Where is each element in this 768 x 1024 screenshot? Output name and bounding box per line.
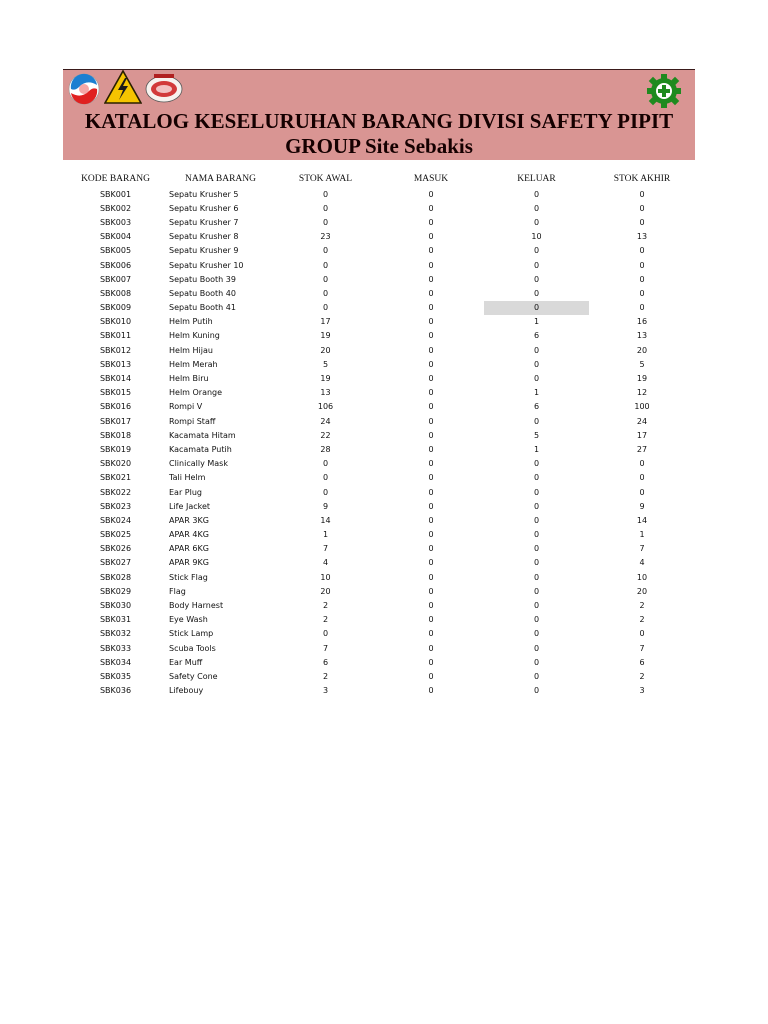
cell-kode-barang[interactable]: SBK009 bbox=[99, 303, 132, 313]
cell-masuk[interactable]: 0 bbox=[428, 473, 434, 483]
table-row bbox=[63, 428, 695, 442]
cell-stok-awal[interactable]: 20 bbox=[320, 345, 331, 355]
cell-nama-barang[interactable]: Helm Orange bbox=[169, 388, 223, 398]
cell-kode-barang[interactable]: SBK018 bbox=[99, 430, 132, 440]
cell-nama-barang[interactable]: Sepatu Krusher 10 bbox=[169, 260, 244, 270]
cell-masuk[interactable]: 0 bbox=[428, 572, 434, 582]
table-row bbox=[63, 215, 695, 229]
cell-keluar[interactable]: 0 bbox=[484, 301, 589, 315]
cell-nama-barang[interactable]: Sepatu Krusher 6 bbox=[169, 203, 239, 213]
cell-nama-barang[interactable]: APAR 6KG bbox=[169, 544, 209, 554]
cell-keluar[interactable]: 0 bbox=[533, 288, 540, 298]
cell-nama-barang[interactable]: Helm Kuning bbox=[169, 331, 220, 341]
cell-kode-barang[interactable]: SBK006 bbox=[99, 260, 132, 270]
page-subtitle: GROUP Site Sebakis bbox=[285, 134, 473, 158]
cell-nama-barang[interactable]: APAR 9KG bbox=[169, 558, 209, 568]
cell-stok-awal[interactable]: 19 bbox=[320, 374, 331, 384]
cell-stok-akhir[interactable]: 100 bbox=[634, 402, 650, 412]
cell-stok-awal[interactable]: 1 bbox=[322, 530, 329, 540]
cell-stok-awal[interactable]: 5 bbox=[322, 359, 329, 369]
table-row bbox=[63, 598, 695, 612]
cell-kode-barang[interactable]: SBK014 bbox=[99, 374, 132, 384]
cell-nama-barang[interactable]: Kacamata Hitam bbox=[169, 430, 236, 440]
cell-stok-akhir[interactable]: 0 bbox=[639, 288, 645, 298]
cell-stok-akhir[interactable]: 0 bbox=[639, 459, 645, 469]
company-logo-icon bbox=[67, 73, 101, 105]
cell-nama-barang[interactable]: Helm Hijau bbox=[169, 345, 213, 355]
cell-stok-akhir[interactable]: 0 bbox=[639, 487, 645, 497]
cell-stok-akhir[interactable]: 19 bbox=[636, 374, 648, 384]
cell-stok-awal[interactable]: 20 bbox=[320, 586, 331, 596]
k3-safety-gear-cross-icon bbox=[643, 73, 685, 109]
table-row bbox=[63, 386, 695, 400]
column-header-nama-barang[interactable]: NAMA BARANG bbox=[185, 174, 256, 184]
cell-stok-awal[interactable]: 0 bbox=[322, 303, 329, 313]
cell-stok-akhir[interactable]: 24 bbox=[636, 416, 648, 426]
cell-nama-barang[interactable]: Stick Flag bbox=[169, 572, 208, 582]
cell-nama-barang[interactable]: Scuba Tools bbox=[169, 643, 216, 653]
cell-keluar[interactable]: 0 bbox=[533, 217, 540, 227]
cell-keluar[interactable]: 0 bbox=[533, 586, 540, 596]
cell-stok-awal[interactable]: 7 bbox=[322, 643, 329, 653]
cell-stok-awal[interactable]: 0 bbox=[322, 217, 329, 227]
cell-stok-awal[interactable]: 106 bbox=[317, 402, 334, 412]
cell-nama-barang[interactable]: Sepatu Krusher 5 bbox=[169, 189, 239, 199]
inventory-table bbox=[63, 171, 695, 698]
cell-keluar[interactable]: 0 bbox=[533, 359, 540, 369]
cell-kode-barang[interactable]: SBK002 bbox=[99, 203, 132, 213]
cell-stok-awal[interactable]: 3 bbox=[322, 686, 329, 696]
table-row bbox=[63, 669, 695, 683]
cell-nama-barang[interactable]: APAR 3KG bbox=[169, 515, 209, 525]
cell-stok-awal[interactable]: 0 bbox=[322, 189, 329, 199]
cell-kode-barang[interactable]: SBK013 bbox=[99, 359, 132, 369]
cell-stok-awal[interactable]: 19 bbox=[320, 331, 331, 341]
table-row bbox=[63, 414, 695, 428]
cell-stok-awal[interactable]: 24 bbox=[320, 416, 331, 426]
table-row bbox=[63, 286, 695, 300]
column-header-stok-awal[interactable]: STOK AWAL bbox=[298, 174, 353, 184]
cell-stok-akhir[interactable]: 13 bbox=[636, 232, 648, 242]
page-title: KATALOG KESELURUHAN BARANG DIVISI SAFETY PIPIT bbox=[84, 109, 674, 133]
cell-nama-barang[interactable]: Safety Cone bbox=[169, 671, 218, 681]
cell-keluar[interactable]: 0 bbox=[533, 686, 540, 696]
cell-keluar[interactable]: 1 bbox=[533, 388, 540, 398]
cell-stok-akhir[interactable]: 0 bbox=[639, 246, 645, 256]
cell-stok-awal[interactable]: 0 bbox=[322, 487, 329, 497]
cell-nama-barang[interactable]: Ear Plug bbox=[169, 487, 202, 497]
cell-nama-barang[interactable]: Helm Merah bbox=[169, 359, 218, 369]
cell-keluar[interactable]: 0 bbox=[533, 671, 540, 681]
cell-kode-barang[interactable]: SBK028 bbox=[99, 572, 132, 582]
table-row bbox=[63, 400, 695, 414]
cell-keluar[interactable]: 6 bbox=[533, 331, 540, 341]
cell-keluar[interactable]: 0 bbox=[533, 459, 540, 469]
cell-keluar[interactable]: 1 bbox=[533, 444, 540, 454]
cell-keluar[interactable]: 0 bbox=[533, 515, 540, 525]
cell-masuk[interactable]: 0 bbox=[428, 359, 434, 369]
table-row bbox=[63, 329, 695, 343]
cell-stok-akhir[interactable]: 0 bbox=[639, 274, 645, 284]
cell-masuk[interactable]: 0 bbox=[428, 246, 434, 256]
cell-nama-barang[interactable]: Sepatu Booth 40 bbox=[169, 288, 236, 298]
cell-nama-barang[interactable]: Lifebouy bbox=[169, 686, 204, 696]
cell-nama-barang[interactable]: Sepatu Booth 41 bbox=[169, 303, 236, 313]
high-voltage-warning-icon bbox=[104, 70, 142, 104]
cell-kode-barang[interactable]: SBK020 bbox=[99, 459, 132, 469]
cell-kode-barang[interactable]: SBK016 bbox=[99, 402, 132, 412]
cell-masuk[interactable]: 0 bbox=[428, 217, 434, 227]
cell-stok-akhir[interactable]: 9 bbox=[639, 501, 645, 511]
cell-stok-akhir[interactable]: 7 bbox=[639, 544, 645, 554]
cell-kode-barang[interactable]: SBK026 bbox=[99, 544, 132, 554]
cell-masuk[interactable]: 0 bbox=[428, 274, 434, 284]
cell-stok-akhir[interactable]: 0 bbox=[639, 203, 645, 213]
cell-kode-barang[interactable]: SBK033 bbox=[99, 643, 132, 653]
cell-stok-akhir[interactable]: 0 bbox=[639, 303, 645, 313]
table-row bbox=[63, 343, 695, 357]
cell-kode-barang[interactable]: SBK023 bbox=[99, 501, 132, 511]
table-row bbox=[63, 513, 695, 527]
cell-kode-barang[interactable]: SBK022 bbox=[99, 487, 132, 497]
cell-kode-barang[interactable]: SBK017 bbox=[99, 416, 132, 426]
cell-masuk[interactable]: 0 bbox=[428, 459, 434, 469]
cell-stok-awal[interactable]: 0 bbox=[322, 274, 329, 284]
cell-keluar[interactable]: 0 bbox=[533, 544, 540, 554]
cell-keluar[interactable]: 1 bbox=[533, 317, 540, 327]
column-header-masuk[interactable]: MASUK bbox=[413, 174, 449, 184]
cell-masuk[interactable]: 0 bbox=[428, 303, 434, 313]
cell-stok-awal[interactable]: 17 bbox=[320, 317, 331, 327]
cell-nama-barang[interactable]: Life Jacket bbox=[169, 501, 211, 511]
cell-stok-akhir[interactable]: 12 bbox=[636, 388, 648, 398]
cell-stok-akhir[interactable]: 0 bbox=[639, 189, 645, 199]
cell-stok-awal[interactable]: 0 bbox=[322, 288, 329, 298]
table-header-row bbox=[63, 171, 695, 187]
cell-kode-barang[interactable]: SBK019 bbox=[99, 444, 132, 454]
cell-kode-barang[interactable]: SBK030 bbox=[99, 601, 132, 611]
cell-masuk[interactable]: 0 bbox=[428, 345, 434, 355]
cell-keluar[interactable]: 0 bbox=[533, 416, 540, 426]
cell-masuk[interactable]: 0 bbox=[428, 657, 434, 667]
table-row bbox=[63, 684, 695, 698]
cell-stok-awal[interactable]: 6 bbox=[322, 657, 329, 667]
cell-masuk[interactable]: 0 bbox=[428, 416, 434, 426]
cell-stok-akhir[interactable]: 6 bbox=[639, 657, 645, 667]
cell-keluar[interactable]: 0 bbox=[533, 501, 540, 511]
table-row bbox=[63, 357, 695, 371]
cell-masuk[interactable]: 0 bbox=[428, 288, 434, 298]
table-row bbox=[63, 244, 695, 258]
cell-stok-akhir[interactable]: 16 bbox=[636, 317, 648, 327]
cell-keluar[interactable]: 0 bbox=[533, 572, 540, 582]
table-row bbox=[63, 627, 695, 641]
table-row bbox=[63, 528, 695, 542]
cell-kode-barang[interactable]: SBK012 bbox=[99, 345, 132, 355]
cell-masuk[interactable]: 0 bbox=[428, 260, 434, 270]
cell-stok-akhir[interactable]: 5 bbox=[639, 359, 645, 369]
cell-kode-barang[interactable]: SBK025 bbox=[99, 530, 132, 540]
column-header-kode-barang[interactable]: KODE BARANG bbox=[81, 174, 150, 184]
cell-masuk[interactable]: 0 bbox=[428, 615, 434, 625]
cell-keluar[interactable]: 0 bbox=[533, 558, 540, 568]
cell-masuk[interactable]: 0 bbox=[428, 203, 434, 213]
cell-masuk[interactable]: 0 bbox=[428, 388, 434, 398]
cell-masuk[interactable]: 0 bbox=[428, 586, 434, 596]
cell-stok-akhir[interactable]: 0 bbox=[639, 260, 645, 270]
cell-kode-barang[interactable]: SBK007 bbox=[99, 274, 132, 284]
cell-nama-barang[interactable]: Rompi Staff bbox=[169, 416, 216, 426]
cell-masuk[interactable]: 0 bbox=[428, 374, 434, 384]
cell-stok-awal[interactable]: 22 bbox=[320, 430, 331, 440]
cell-stok-akhir[interactable]: 14 bbox=[636, 515, 648, 525]
cell-nama-barang[interactable]: Eye Wash bbox=[169, 615, 208, 625]
cell-keluar[interactable]: 0 bbox=[533, 274, 540, 284]
cell-masuk[interactable]: 0 bbox=[428, 686, 434, 696]
cell-masuk[interactable]: 0 bbox=[428, 671, 434, 681]
cell-stok-akhir[interactable]: 7 bbox=[639, 643, 645, 653]
inventory-table-container bbox=[63, 171, 695, 698]
cell-kode-barang[interactable]: SBK003 bbox=[99, 217, 132, 227]
safety-team-emblem-icon bbox=[144, 72, 184, 104]
cell-keluar[interactable]: 0 bbox=[533, 345, 540, 355]
cell-keluar[interactable]: 0 bbox=[533, 643, 540, 653]
table-body bbox=[63, 187, 695, 698]
cell-stok-awal[interactable]: 0 bbox=[322, 260, 329, 270]
header-banner bbox=[63, 69, 695, 160]
table-row bbox=[63, 371, 695, 385]
table-row bbox=[63, 471, 695, 485]
cell-nama-barang[interactable]: Rompi V bbox=[169, 402, 203, 412]
cell-kode-barang[interactable]: SBK024 bbox=[99, 515, 132, 525]
table-row bbox=[63, 230, 695, 244]
table-row bbox=[63, 187, 695, 201]
cell-stok-awal[interactable]: 0 bbox=[322, 629, 329, 639]
cell-keluar[interactable]: 6 bbox=[533, 402, 540, 412]
table-row bbox=[63, 556, 695, 570]
cell-masuk[interactable]: 0 bbox=[428, 501, 434, 511]
cell-kode-barang[interactable]: SBK008 bbox=[99, 288, 132, 298]
cell-stok-akhir[interactable]: 27 bbox=[636, 444, 648, 454]
cell-kode-barang[interactable]: SBK005 bbox=[99, 246, 132, 256]
cell-stok-awal[interactable]: 10 bbox=[320, 572, 331, 582]
cell-stok-awal[interactable]: 2 bbox=[322, 615, 329, 625]
table-row bbox=[63, 442, 695, 456]
cell-masuk[interactable]: 0 bbox=[428, 643, 434, 653]
cell-stok-akhir[interactable]: 2 bbox=[639, 601, 645, 611]
cell-keluar[interactable]: 10 bbox=[531, 232, 542, 242]
cell-stok-awal[interactable]: 0 bbox=[322, 459, 329, 469]
cell-nama-barang[interactable]: Clinically Mask bbox=[169, 459, 228, 469]
cell-nama-barang[interactable]: Stick Lamp bbox=[169, 629, 214, 639]
cell-kode-barang[interactable]: SBK015 bbox=[99, 388, 132, 398]
table-row bbox=[63, 315, 695, 329]
cell-kode-barang[interactable]: SBK021 bbox=[99, 473, 132, 483]
cell-stok-awal[interactable]: 13 bbox=[320, 388, 331, 398]
cell-stok-akhir[interactable]: 10 bbox=[636, 572, 648, 582]
cell-stok-awal[interactable]: 0 bbox=[322, 203, 329, 213]
cell-keluar[interactable]: 0 bbox=[533, 487, 540, 497]
cell-keluar[interactable]: 0 bbox=[533, 260, 540, 270]
cell-nama-barang[interactable]: Kacamata Putih bbox=[169, 444, 232, 454]
table-row bbox=[63, 301, 695, 315]
cell-stok-awal[interactable]: 0 bbox=[322, 473, 329, 483]
cell-stok-awal[interactable]: 0 bbox=[322, 246, 329, 256]
cell-keluar[interactable]: 5 bbox=[533, 430, 540, 440]
cell-stok-awal[interactable]: 23 bbox=[320, 232, 331, 242]
cell-stok-akhir[interactable]: 1 bbox=[639, 530, 645, 540]
cell-keluar[interactable]: 0 bbox=[533, 203, 540, 213]
cell-masuk[interactable]: 0 bbox=[428, 430, 434, 440]
cell-nama-barang[interactable]: Sepatu Krusher 7 bbox=[169, 217, 239, 227]
cell-kode-barang[interactable]: SBK011 bbox=[99, 331, 132, 341]
cell-keluar[interactable]: 0 bbox=[533, 629, 540, 639]
cell-stok-akhir[interactable]: 20 bbox=[636, 345, 648, 355]
cell-keluar[interactable]: 0 bbox=[533, 473, 540, 483]
cell-masuk[interactable]: 0 bbox=[428, 232, 434, 242]
cell-masuk[interactable]: 0 bbox=[428, 515, 434, 525]
table-row bbox=[63, 542, 695, 556]
cell-kode-barang[interactable]: SBK036 bbox=[99, 686, 132, 696]
cell-nama-barang[interactable]: Sepatu Booth 39 bbox=[169, 274, 236, 284]
cell-masuk[interactable]: 0 bbox=[428, 487, 434, 497]
cell-masuk[interactable]: 0 bbox=[428, 544, 434, 554]
cell-nama-barang[interactable]: Flag bbox=[169, 586, 186, 596]
table-row bbox=[63, 272, 695, 286]
table-row bbox=[63, 457, 695, 471]
cell-stok-akhir[interactable]: 0 bbox=[639, 473, 645, 483]
cell-masuk[interactable]: 0 bbox=[428, 402, 434, 412]
cell-stok-awal[interactable]: 4 bbox=[322, 558, 329, 568]
cell-stok-akhir[interactable]: 0 bbox=[639, 629, 645, 639]
cell-kode-barang[interactable]: SBK031 bbox=[99, 615, 132, 625]
cell-kode-barang[interactable]: SBK004 bbox=[99, 232, 132, 242]
cell-nama-barang[interactable]: APAR 4KG bbox=[169, 530, 209, 540]
column-header-keluar[interactable]: KELUAR bbox=[517, 174, 556, 184]
cell-masuk[interactable]: 0 bbox=[428, 317, 434, 327]
cell-stok-akhir[interactable]: 2 bbox=[639, 615, 645, 625]
cell-keluar[interactable]: 0 bbox=[533, 189, 540, 199]
cell-stok-awal[interactable]: 9 bbox=[322, 501, 329, 511]
cell-nama-barang[interactable]: Tali Helm bbox=[169, 473, 206, 483]
cell-kode-barang[interactable]: SBK035 bbox=[99, 671, 132, 681]
cell-stok-akhir[interactable]: 0 bbox=[639, 217, 645, 227]
cell-nama-barang[interactable]: Sepatu Krusher 8 bbox=[169, 232, 239, 242]
table-row bbox=[63, 613, 695, 627]
table-row bbox=[63, 570, 695, 584]
cell-masuk[interactable]: 0 bbox=[428, 189, 434, 199]
column-header-stok-akhir[interactable]: STOK AKHIR bbox=[613, 174, 671, 184]
cell-stok-akhir[interactable]: 4 bbox=[639, 558, 645, 568]
cell-masuk[interactable]: 0 bbox=[428, 558, 434, 568]
cell-masuk[interactable]: 0 bbox=[428, 530, 434, 540]
cell-nama-barang[interactable]: Helm Putih bbox=[169, 317, 213, 327]
cell-stok-akhir[interactable]: 2 bbox=[639, 671, 645, 681]
cell-stok-awal[interactable]: 28 bbox=[320, 444, 331, 454]
cell-kode-barang[interactable]: SBK034 bbox=[99, 657, 132, 667]
cell-nama-barang[interactable]: Sepatu Krusher 9 bbox=[169, 246, 239, 256]
table-row bbox=[63, 499, 695, 513]
cell-stok-awal[interactable]: 14 bbox=[320, 515, 331, 525]
cell-kode-barang[interactable]: SBK029 bbox=[99, 586, 132, 596]
cell-masuk[interactable]: 0 bbox=[428, 444, 434, 454]
cell-masuk[interactable]: 0 bbox=[428, 601, 434, 611]
cell-keluar[interactable]: 0 bbox=[533, 374, 540, 384]
table-row bbox=[63, 655, 695, 669]
cell-kode-barang[interactable]: SBK032 bbox=[99, 629, 132, 639]
cell-nama-barang[interactable]: Body Harnest bbox=[169, 601, 224, 611]
cell-stok-awal[interactable]: 2 bbox=[322, 601, 329, 611]
cell-masuk[interactable]: 0 bbox=[428, 331, 434, 341]
cell-keluar[interactable]: 0 bbox=[533, 601, 540, 611]
cell-keluar[interactable]: 0 bbox=[533, 530, 540, 540]
table-row bbox=[63, 201, 695, 215]
cell-stok-akhir[interactable]: 3 bbox=[639, 686, 645, 696]
cell-stok-akhir[interactable]: 13 bbox=[636, 331, 648, 341]
table-row bbox=[63, 641, 695, 655]
cell-kode-barang[interactable]: SBK027 bbox=[99, 558, 132, 568]
cell-stok-awal[interactable]: 2 bbox=[322, 671, 329, 681]
cell-stok-akhir[interactable]: 20 bbox=[636, 586, 648, 596]
cell-stok-awal[interactable]: 7 bbox=[322, 544, 329, 554]
cell-keluar[interactable]: 0 bbox=[533, 657, 540, 667]
table-row bbox=[63, 584, 695, 598]
table-row bbox=[63, 485, 695, 499]
cell-nama-barang[interactable]: Ear Muff bbox=[169, 657, 203, 667]
cell-kode-barang[interactable]: SBK010 bbox=[99, 317, 132, 327]
cell-keluar[interactable]: 0 bbox=[533, 246, 540, 256]
cell-kode-barang[interactable]: SBK001 bbox=[99, 189, 132, 199]
cell-stok-akhir[interactable]: 17 bbox=[636, 430, 648, 440]
table-row bbox=[63, 258, 695, 272]
cell-masuk[interactable]: 0 bbox=[428, 629, 434, 639]
cell-nama-barang[interactable]: Helm Biru bbox=[169, 374, 209, 384]
cell-keluar[interactable]: 0 bbox=[533, 615, 540, 625]
